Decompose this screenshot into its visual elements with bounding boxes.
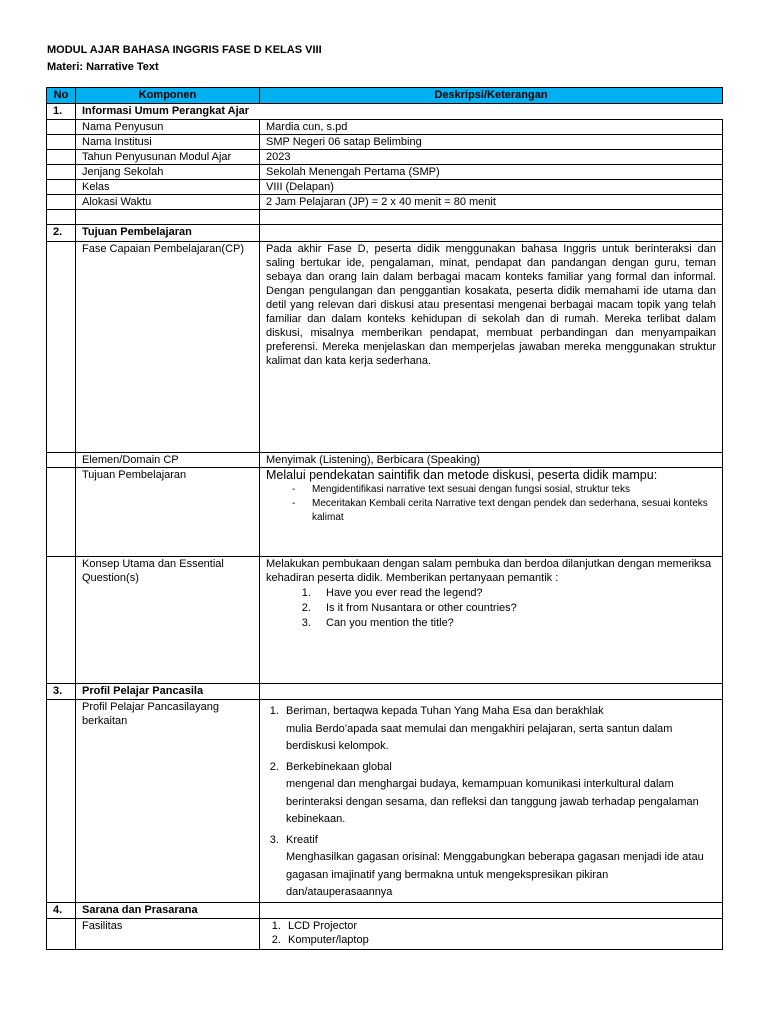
row-label: Fase Capaian Pembelajaran(CP) — [76, 242, 260, 453]
row-label: Profil Pelajar Pancasilayang berkaitan — [76, 700, 260, 903]
fasilitas-cell — [260, 918, 723, 949]
table-header-row — [47, 88, 723, 104]
section-row — [47, 684, 723, 700]
fasilitas-list — [266, 919, 716, 947]
table-row — [47, 918, 723, 949]
profil-item-desc: Menghasilkan gagasan orisinal: Menggabungkan beberapa gagasan menjadi ide atau gagasan imajinatif yang bermakna untuk mengekspresikan pikiran dan/atauperasaannya — [286, 851, 704, 898]
row-label: Alokasi Waktu — [76, 195, 260, 210]
profil-item-title: Beriman, bertaqwa kepada Tuhan Yang Maha Esa dan berakhlak — [286, 705, 604, 717]
profil-item-desc: mulia Berdo’apada saat memulai dan mengakhiri pelajaran, serta santun dalam berdiskusi kelompok. — [286, 722, 673, 752]
table-row — [47, 120, 723, 135]
row-value: SMP Negeri 06 satap Belimbing — [260, 135, 723, 150]
table-row — [47, 453, 723, 468]
list-item: 2. Komputer/laptop — [284, 933, 716, 947]
header-komponen: Komponen — [76, 88, 260, 104]
row-label: Elemen/Domain CP — [76, 453, 260, 468]
section-number: 3. — [47, 684, 76, 700]
section-number: 1. — [47, 104, 76, 120]
list-item — [282, 759, 716, 829]
table-row — [47, 468, 723, 557]
row-value: Sekolah Menengah Pertama (SMP) — [260, 165, 723, 180]
table-row — [47, 242, 723, 453]
section-title: Sarana dan Prasarana — [76, 902, 260, 918]
list-item: - Meceritakan Kembali cerita Narrative text dengan pendek dan sederhana, sesuai konteks kalimat — [292, 497, 716, 525]
row-label: Fasilitas — [76, 918, 260, 949]
row-value: Mardia cun, s.pd — [260, 120, 723, 135]
section-number: 2. — [47, 225, 76, 242]
section-row — [47, 902, 723, 918]
table-row — [47, 195, 723, 210]
table-row — [47, 700, 723, 903]
header-no: No — [47, 88, 76, 104]
tujuan-cell — [260, 468, 723, 557]
row-label: Jenjang Sekolah — [76, 165, 260, 180]
table-row — [47, 557, 723, 684]
tujuan-intro: Melalui pendekatan saintifik dan metode diskusi, peserta didik mampu: — [266, 468, 658, 482]
section-title: Tujuan Pembelajaran — [76, 225, 260, 242]
row-value: 2 Jam Pelajaran (JP) = 2 x 40 menit = 80 menit — [260, 195, 723, 210]
konsep-text: Melakukan pembukaan dengan salam pembuka dan berdoa dilanjutkan dengan memeriksa kehadiran peserta didik. Memberikan pertanyaan pemantik : — [266, 558, 712, 584]
profil-item-title: Berkebinekaan global — [286, 760, 392, 773]
document-title: MODUL AJAR BAHASA INGGRIS FASE D KELAS VIII — [47, 44, 322, 56]
table-row — [47, 135, 723, 150]
row-value: Menyimak (Listening), Berbicara (Speaking) — [260, 453, 723, 468]
table-row — [47, 165, 723, 180]
list-item — [282, 703, 716, 756]
section-row — [47, 225, 723, 242]
profil-item-title: Kreatif — [286, 833, 318, 846]
row-label: Nama Institusi — [76, 135, 260, 150]
profil-list — [266, 703, 716, 902]
list-item: 1. LCD Projector — [284, 919, 716, 933]
list-item — [282, 832, 716, 902]
header-deskripsi: Deskripsi/Keterangan — [260, 88, 723, 104]
row-label: Nama Penyusun — [76, 120, 260, 135]
section-title: Profil Pelajar Pancasila — [76, 684, 260, 700]
section-title: Informasi Umum Perangkat Ajar — [76, 104, 723, 120]
materi-label: Materi: Narrative Text — [47, 61, 159, 73]
table-row — [47, 180, 723, 195]
cp-description: Pada akhir Fase D, peserta didik menggunakan bahasa Inggris untuk berinteraksi dan saling bertukar ide, pengalaman, minat, pendapat dan pandangan dengan guru, teman sebaya dan orang lain dalam berbagai macam konteks familiar yang formal dan informal. Dengan pengulangan dan penggantian kosakata, peserta didik memahami ide utama dan detil yang relevan dari diskusi atau presentasi mengenai berbagai macam topik yang telah familiar dan dalam konteks kehidupan di sekolah dan di rumah. Mereka terlibat dalam diskusi, misalnya memberikan pendapat, membuat perbandingan dan menyampaikan preferensi. Mereka menjelaskan dan memperjelas jawaban mereka menggunakan struktur kalimat dan kata kerja sederhana. — [260, 242, 723, 453]
list-item: - Mengidentifikasi narrative text sesuai dengan fungsi sosial, struktur teks — [292, 483, 716, 497]
document-header — [47, 42, 322, 76]
row-label: Tahun Penyusunan Modul Ajar — [76, 150, 260, 165]
section-number: 4. — [47, 902, 76, 918]
table-row — [47, 150, 723, 165]
row-value: 2023 — [260, 150, 723, 165]
row-label: Konsep Utama dan Essential Question(s) — [76, 557, 260, 684]
empty-row — [47, 210, 723, 225]
konsep-cell — [260, 557, 723, 684]
list-item: 2. Is it from Nusantara or other countries? — [314, 601, 716, 615]
profil-item-desc: mengenal dan menghargai budaya, kemampuan komunikasi interkultural dalam berinteraksi dengan sesama, dan refleksi dan tanggung jawab terhadap pengalaman kebinekaan. — [286, 778, 699, 825]
row-label: Kelas — [76, 180, 260, 195]
row-value: VIII (Delapan) — [260, 180, 723, 195]
list-item: 1. Have you ever read the legend? — [314, 586, 716, 600]
section-row — [47, 104, 723, 120]
list-item: 3. Can you mention the title? — [314, 616, 716, 630]
profil-cell — [260, 700, 723, 903]
question-list — [266, 586, 716, 630]
tujuan-list — [266, 483, 716, 525]
modul-table — [46, 87, 723, 950]
row-label: Tujuan Pembelajaran — [76, 468, 260, 557]
